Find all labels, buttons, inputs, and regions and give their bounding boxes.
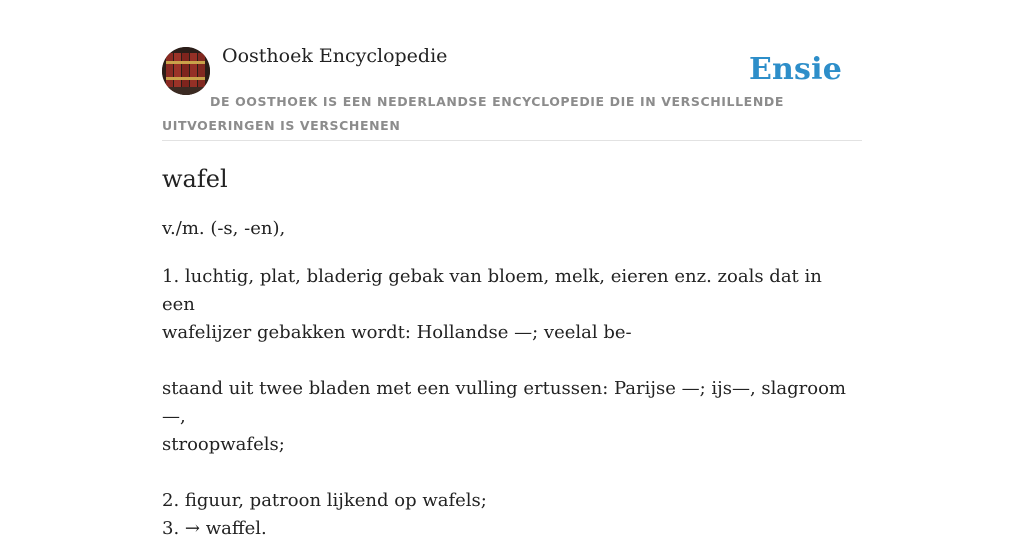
books-icon bbox=[162, 47, 210, 95]
site-title[interactable]: Oosthoek Encyclopedie bbox=[222, 45, 448, 67]
entry-body bbox=[162, 263, 852, 543]
tagline: DE OOSTHOEK IS EEN NEDERLANDSE ENCYCLOPEDIE DIE IN VERSCHILLENDE UITVOERINGEN IS VERSCHENEN bbox=[162, 94, 784, 133]
source-avatar[interactable] bbox=[162, 47, 210, 95]
entry-line: staand uit twee bladen met een vulling ertussen: Parijse —; ijs—, slagroom—, bbox=[162, 378, 846, 427]
entry-line: 2. figuur, patroon lijkend op wafels; bbox=[162, 490, 487, 511]
brand-logo[interactable]: Ensie bbox=[748, 52, 842, 87]
entry-grammar: v./m. (-s, -en), bbox=[162, 218, 286, 239]
entry-title: wafel bbox=[162, 165, 228, 193]
entry-line: stroopwafels; bbox=[162, 434, 285, 455]
entry-content bbox=[162, 164, 862, 539]
entry-line: 1. luchtig, plat, bladerig gebak van bloem, melk, eieren enz. zoals dat in een bbox=[162, 266, 822, 315]
entry-line-link[interactable]: 3. → waffel. bbox=[162, 518, 267, 539]
header bbox=[162, 0, 862, 141]
page-header-container bbox=[162, 0, 862, 141]
entry-line: wafelijzer gebakken wordt: Hollandse —; veelal be- bbox=[162, 322, 632, 343]
